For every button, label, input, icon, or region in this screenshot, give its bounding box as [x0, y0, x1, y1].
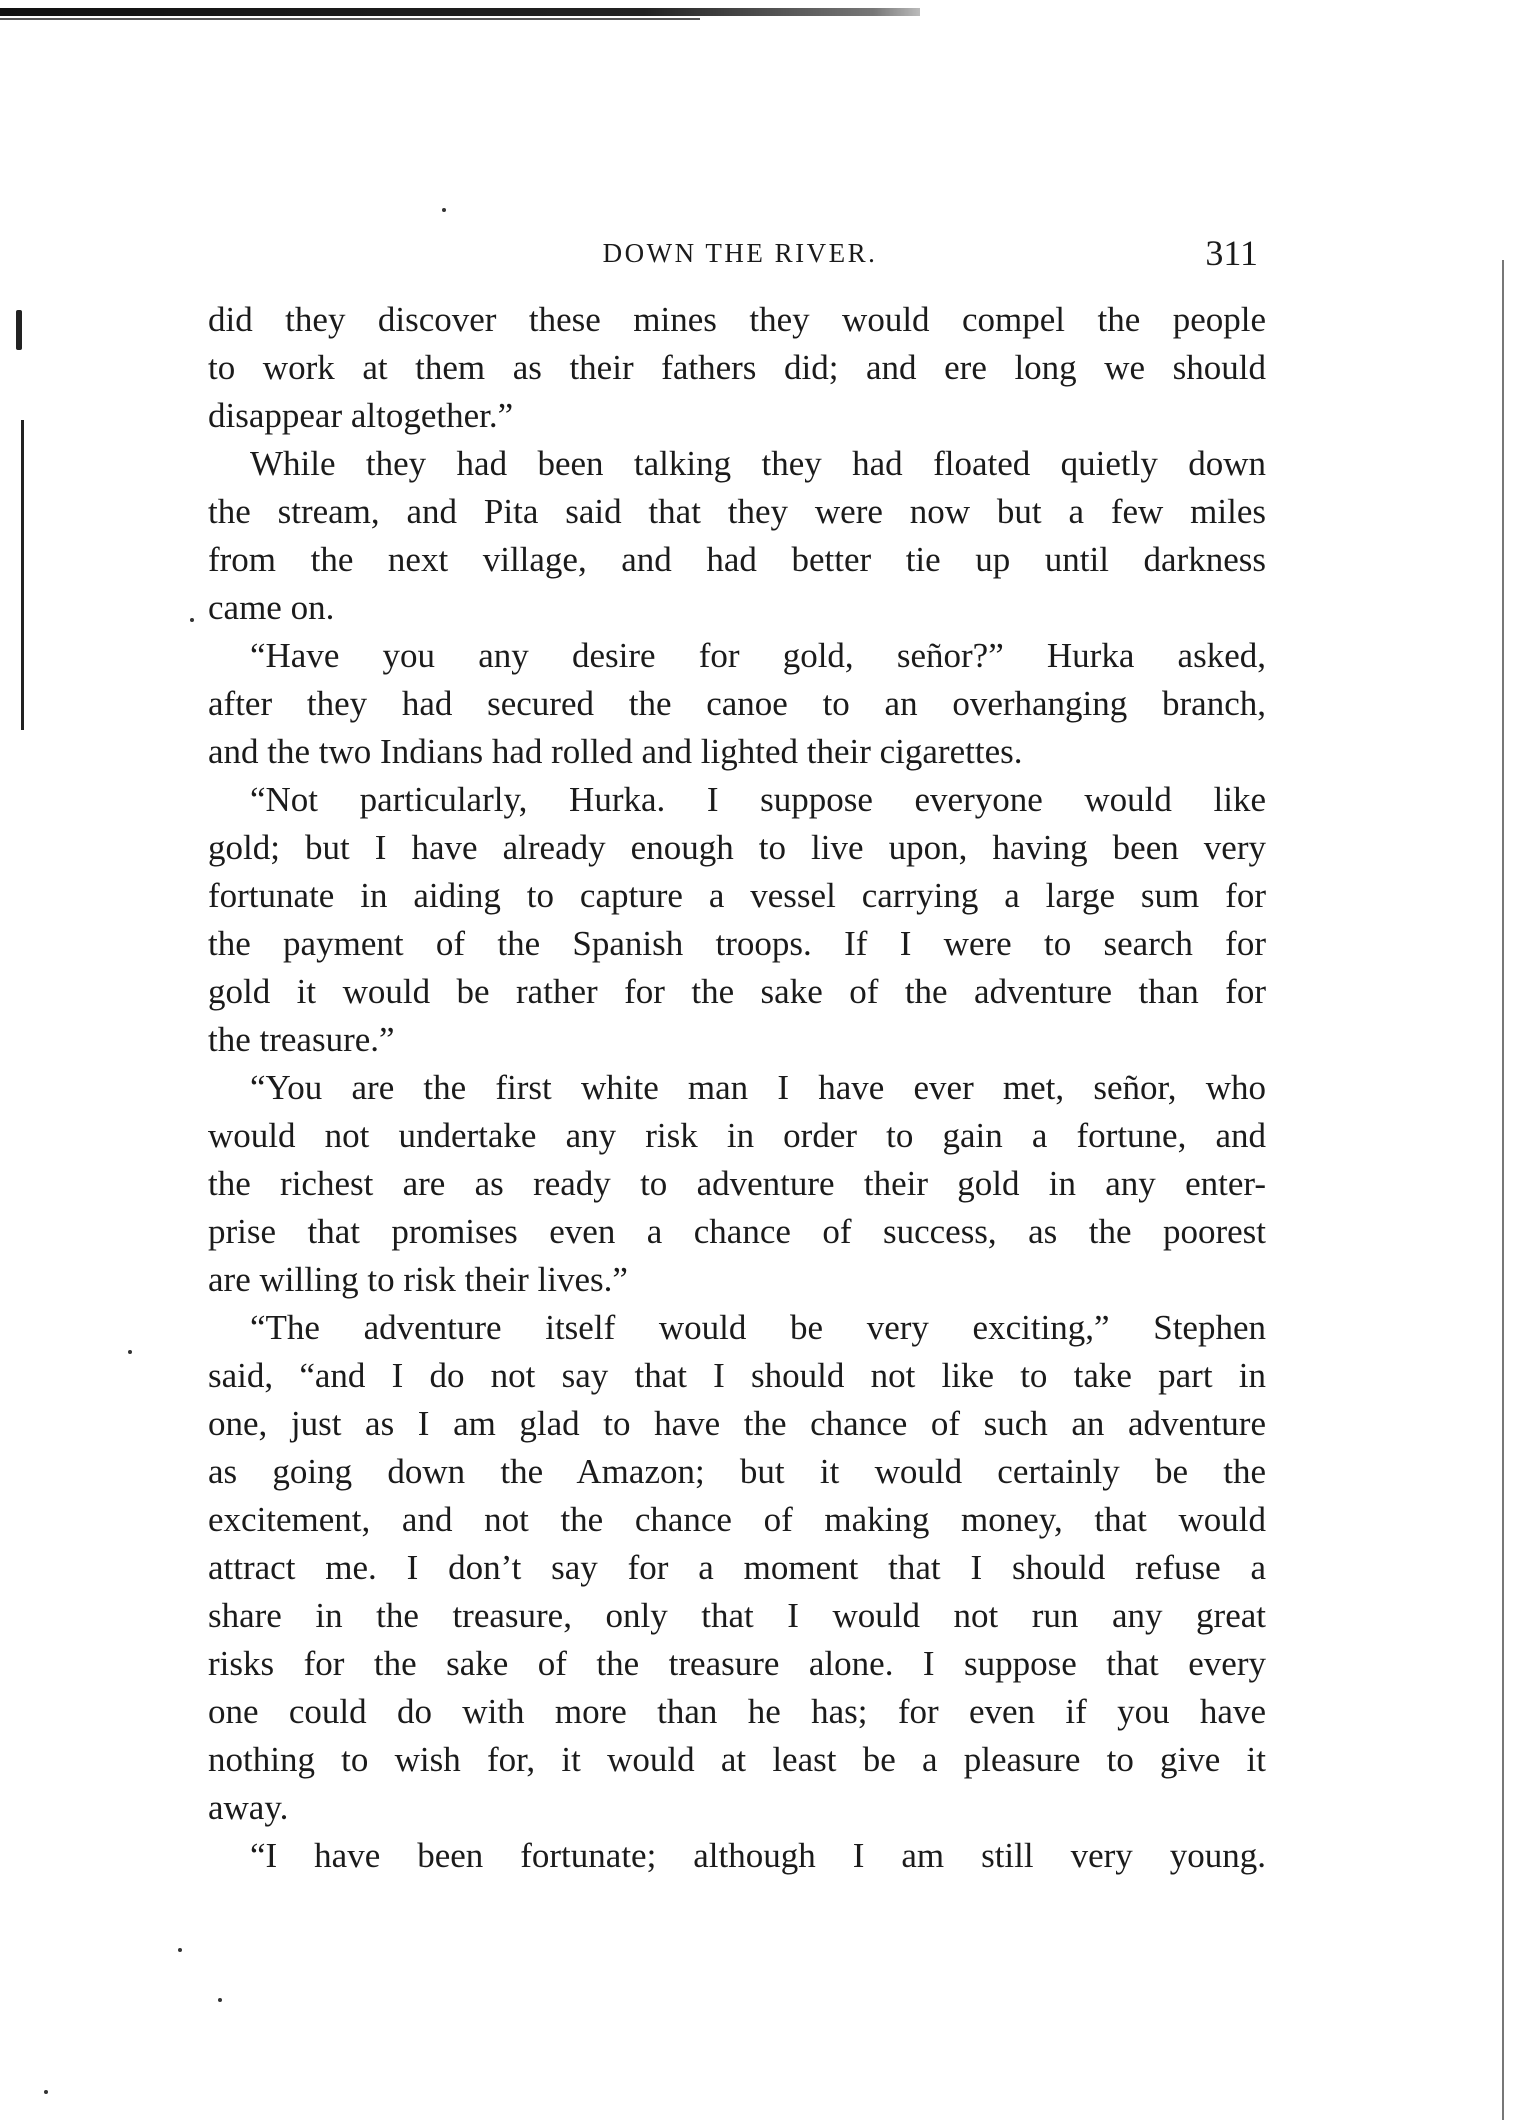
- text-line: after they had secured the canoe to an overhanging branch,: [208, 684, 1266, 723]
- text-line: risks for the sake of the treasure alone. I suppose that every: [208, 1644, 1266, 1683]
- top-edge-rule-thin: [0, 18, 700, 20]
- text-line: came on.: [208, 588, 335, 627]
- binding-mark: [16, 310, 22, 350]
- text-line: “I have been fortunate; although I am still very young.: [250, 1836, 1266, 1875]
- text-line: and the two Indians had rolled and lighted their cigarettes.: [208, 732, 1023, 771]
- text-line: excitement, and not the chance of making money, that would: [208, 1500, 1266, 1539]
- text-line: prise that promises even a chance of success, as the poorest: [208, 1212, 1266, 1251]
- text-line: “Have you any desire for gold, señor?” Hurka asked,: [250, 636, 1266, 675]
- scan-speck: [178, 1948, 182, 1952]
- text-line: the richest are as ready to adventure their gold in any enter-: [208, 1164, 1266, 1203]
- scan-speck: [44, 2090, 48, 2094]
- text-line: “You are the first white man I have ever met, señor, who: [250, 1068, 1266, 1107]
- scan-speck: [218, 1998, 222, 2002]
- text-line: one could do with more than he has; for even if you have: [208, 1692, 1266, 1731]
- text-line: While they had been talking they had floated quietly down: [250, 444, 1266, 483]
- text-line: share in the treasure, only that I would not run any great: [208, 1596, 1266, 1635]
- text-line: are willing to risk their lives.”: [208, 1260, 628, 1299]
- text-line: to work at them as their fathers did; and ere long we should: [208, 348, 1266, 387]
- text-line: from the next village, and had better tie up until darkness: [208, 540, 1266, 579]
- text-line: the payment of the Spanish troops. If I were to search for: [208, 924, 1266, 963]
- text-line: fortunate in aiding to capture a vessel carrying a large sum for: [208, 876, 1266, 915]
- text-line: as going down the Amazon; but it would certainly be the: [208, 1452, 1266, 1491]
- text-line: did they discover these mines they would compel the people: [208, 300, 1266, 339]
- text-line: the treasure.”: [208, 1020, 395, 1059]
- text-line: said, “and I do not say that I should not like to take part in: [208, 1356, 1266, 1395]
- scan-speck: [128, 1350, 132, 1354]
- scan-speck: [442, 208, 446, 212]
- text-line: “The adventure itself would be very exciting,” Stephen: [250, 1308, 1266, 1347]
- text-line: disappear altogether.”: [208, 396, 514, 435]
- text-line: one, just as I am glad to have the chance of such an adventure: [208, 1404, 1266, 1443]
- text-line: gold it would be rather for the sake of the adventure than for: [208, 972, 1266, 1011]
- text-line: the stream, and Pita said that they were now but a few miles: [208, 492, 1266, 531]
- binding-edge: [21, 420, 24, 730]
- text-line: away.: [208, 1788, 289, 1827]
- scan-speck: [190, 618, 194, 622]
- text-line: attract me. I don’t say for a moment that I should refuse a: [208, 1548, 1266, 1587]
- page-number: 311: [1205, 233, 1258, 273]
- top-edge-rule: [0, 8, 920, 16]
- text-line: nothing to wish for, it would at least be a pleasure to give it: [208, 1740, 1266, 1779]
- text-line: would not undertake any risk in order to gain a fortune, and: [208, 1116, 1266, 1155]
- running-head: [210, 232, 1270, 282]
- body-text: [208, 296, 1266, 1880]
- running-title: DOWN THE RIVER.: [602, 238, 878, 268]
- text-line: “Not particularly, Hurka. I suppose everyone would like: [250, 780, 1266, 819]
- text-line: gold; but I have already enough to live upon, having been very: [208, 828, 1266, 867]
- page-edge-rule: [1502, 260, 1504, 2120]
